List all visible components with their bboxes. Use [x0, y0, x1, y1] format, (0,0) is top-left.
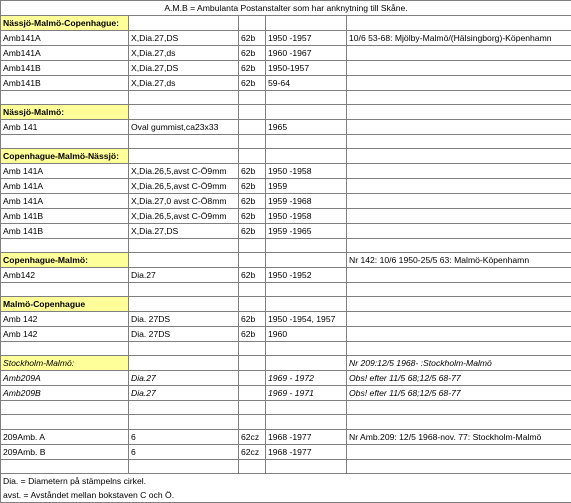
type-cell: 62b — [239, 268, 266, 283]
years-cell: 1959 — [266, 179, 347, 194]
table-row — [1, 445, 571, 460]
years-cell: 1960 -1967 — [266, 46, 347, 61]
section-note — [347, 149, 571, 164]
years-cell: 1968 -1977 — [266, 445, 347, 460]
table-row — [1, 224, 571, 239]
table-row — [1, 371, 571, 386]
empty-cell — [129, 253, 239, 268]
section-note — [347, 105, 571, 120]
stamp-name-cell: Amb209A — [1, 371, 129, 386]
stamp-name-cell: Amb 141B — [1, 209, 129, 224]
footnote: avst. = Avståndet mellan bokstaven C och Ö. — [1, 488, 571, 503]
table-row — [1, 327, 571, 342]
years-cell: 1960 — [266, 327, 347, 342]
empty-cell — [266, 239, 347, 253]
section-header: Stockholm-Malmö: — [1, 356, 129, 371]
section-header-row — [1, 415, 571, 430]
section-header-row — [1, 16, 571, 31]
stamp-name-cell: Amb 141A — [1, 179, 129, 194]
type-cell: 62b — [239, 31, 266, 46]
type-cell: 62b — [239, 312, 266, 327]
empty-cell — [347, 342, 571, 356]
empty-cell — [129, 91, 239, 105]
description-cell: Dia. 27DS — [129, 312, 239, 327]
table-row — [1, 164, 571, 179]
empty-cell — [129, 401, 239, 415]
stamp-name-cell: Amb 142 — [1, 312, 129, 327]
remark-cell: Obs! efter 11/5 68;12/5 68-77 — [347, 386, 571, 401]
table-row — [1, 61, 571, 76]
remark-cell — [347, 179, 571, 194]
section-note: Nr 209:12/5 1968- :Stockholm-Malmö — [347, 356, 571, 371]
empty-cell — [266, 460, 347, 474]
remark-cell — [347, 268, 571, 283]
stamp-name-cell: Amb141B — [1, 61, 129, 76]
remark-cell — [347, 164, 571, 179]
empty-cell — [347, 460, 571, 474]
empty-cell — [1, 135, 129, 149]
section-header: Malmö-Copenhague — [1, 297, 129, 312]
years-cell: 1959 -1968 — [266, 194, 347, 209]
years-cell: 59-64 — [266, 76, 347, 91]
years-cell: 1959 -1965 — [266, 224, 347, 239]
section-header-row — [1, 149, 571, 164]
empty-cell — [239, 342, 266, 356]
empty-cell — [239, 239, 266, 253]
footnote: Dia. = Diametern på stämpelns cirkel. — [1, 474, 571, 489]
spacer-row — [1, 91, 571, 105]
empty-cell — [266, 16, 347, 31]
empty-cell — [129, 342, 239, 356]
remark-cell: Obs! efter 11/5 68;12/5 68-77 — [347, 371, 571, 386]
description-cell: X,Dia.26,5,avst C-Ö9mm — [129, 209, 239, 224]
empty-cell — [347, 135, 571, 149]
empty-cell — [347, 401, 571, 415]
section-header-row — [1, 356, 571, 371]
table-row — [1, 209, 571, 224]
empty-cell — [239, 91, 266, 105]
table-row — [1, 120, 571, 135]
description-cell: X,Dia.27,DS — [129, 224, 239, 239]
empty-cell — [239, 283, 266, 297]
type-cell: 62cz — [239, 430, 266, 445]
empty-cell — [129, 283, 239, 297]
remark-cell — [347, 61, 571, 76]
type-cell: 62b — [239, 327, 266, 342]
type-cell: 62b — [239, 179, 266, 194]
years-cell: 1950 -1958 — [266, 164, 347, 179]
sheet-title: A.M.B = Ambulanta Postanstalter som har anknytning till Skåne. — [1, 1, 571, 16]
section-header: Copenhague-Malmö: — [1, 253, 129, 268]
empty-cell — [239, 297, 266, 312]
years-cell: 1969 - 1971 — [266, 386, 347, 401]
type-cell: 62b — [239, 76, 266, 91]
description-cell: Dia.27 — [129, 268, 239, 283]
remark-cell — [347, 46, 571, 61]
section-header-row — [1, 297, 571, 312]
description-cell: Dia.27 — [129, 371, 239, 386]
stamp-name-cell: Amb 141A — [1, 194, 129, 209]
remark-cell — [347, 327, 571, 342]
description-cell: X,Dia.27,DS — [129, 31, 239, 46]
table-row — [1, 386, 571, 401]
description-cell: X,Dia.27,DS — [129, 61, 239, 76]
empty-cell — [1, 239, 129, 253]
empty-cell — [266, 297, 347, 312]
description-cell: X,Dia.26,5,avst C-Ö9mm — [129, 179, 239, 194]
stamp-name-cell: Amb141A — [1, 46, 129, 61]
type-cell — [239, 120, 266, 135]
empty-cell — [239, 135, 266, 149]
remark-cell — [347, 194, 571, 209]
type-cell — [239, 386, 266, 401]
section-note: Nr 142: 10/6 1950-25/5 63: Malmö-Köpenhamn — [347, 253, 571, 268]
type-cell: 62b — [239, 46, 266, 61]
empty-cell — [239, 356, 266, 371]
remark-cell — [347, 120, 571, 135]
description-cell: 6 — [129, 445, 239, 460]
empty-cell — [266, 356, 347, 371]
table-row — [1, 76, 571, 91]
remark-cell: 10/6 53-68: Mjölby-Malmö/(Hälsingborg)-Köpenhamn — [347, 31, 571, 46]
section-note — [347, 16, 571, 31]
section-header: Copenhague-Malmö-Nässjö: — [1, 149, 129, 164]
type-cell: 62b — [239, 209, 266, 224]
spacer-row — [1, 401, 571, 415]
table-row — [1, 312, 571, 327]
table-row — [1, 179, 571, 194]
description-cell: X,Dia.26,5,avst C-Ö9mm — [129, 164, 239, 179]
spacer-row — [1, 283, 571, 297]
spacer-row — [1, 460, 571, 474]
description-cell: X,Dia.27,0 avst C-Ö8mm — [129, 194, 239, 209]
table-row — [1, 46, 571, 61]
table-row — [1, 194, 571, 209]
years-cell: 1950 -1954, 1957 — [266, 312, 347, 327]
remark-cell — [347, 224, 571, 239]
table-row — [1, 430, 571, 445]
stamp-name-cell: Amb 141 — [1, 120, 129, 135]
years-cell: 1950-1957 — [266, 61, 347, 76]
description-cell: Dia. 27DS — [129, 327, 239, 342]
empty-cell — [266, 342, 347, 356]
empty-cell — [239, 105, 266, 120]
empty-cell — [129, 415, 239, 430]
empty-cell — [266, 105, 347, 120]
empty-cell — [129, 239, 239, 253]
stamp-name-cell: Amb 141B — [1, 224, 129, 239]
description-cell: X,Dia.27,ds — [129, 76, 239, 91]
empty-cell — [266, 253, 347, 268]
empty-cell — [266, 149, 347, 164]
years-cell: 1969 - 1972 — [266, 371, 347, 386]
remark-cell — [347, 76, 571, 91]
remark-cell: Nr Amb.209: 12/5 1968-nov. 77: Stockholm-Malmö — [347, 430, 571, 445]
empty-cell — [266, 91, 347, 105]
title-row — [1, 1, 571, 16]
stamp-name-cell: Amb209B — [1, 386, 129, 401]
empty-cell — [1, 342, 129, 356]
remark-cell — [347, 312, 571, 327]
empty-cell — [129, 460, 239, 474]
years-cell: 1950 -1958 — [266, 209, 347, 224]
section-header — [1, 415, 129, 430]
type-cell: 62b — [239, 61, 266, 76]
empty-cell — [239, 149, 266, 164]
empty-cell — [347, 283, 571, 297]
footnote-row — [1, 488, 571, 503]
description-cell: Oval gummist,ca23x33 — [129, 120, 239, 135]
type-cell: 62b — [239, 224, 266, 239]
description-cell: X,Dia.27,ds — [129, 46, 239, 61]
empty-cell — [239, 460, 266, 474]
years-cell: 1965 — [266, 120, 347, 135]
years-cell: 1968 -1977 — [266, 430, 347, 445]
section-header-row — [1, 105, 571, 120]
empty-cell — [347, 239, 571, 253]
empty-cell — [1, 460, 129, 474]
spacer-row — [1, 135, 571, 149]
section-note — [347, 297, 571, 312]
stamp-name-cell: Amb141A — [1, 31, 129, 46]
empty-cell — [347, 91, 571, 105]
empty-cell — [129, 135, 239, 149]
empty-cell — [129, 356, 239, 371]
stamp-name-cell: Amb142 — [1, 268, 129, 283]
type-cell: 62b — [239, 194, 266, 209]
type-cell: 62b — [239, 164, 266, 179]
empty-cell — [1, 283, 129, 297]
stamp-name-cell: Amb 141A — [1, 164, 129, 179]
remark-cell — [347, 445, 571, 460]
empty-cell — [266, 415, 347, 430]
stamp-name-cell: 209Amb. B — [1, 445, 129, 460]
empty-cell — [129, 297, 239, 312]
empty-cell — [129, 16, 239, 31]
section-note — [347, 415, 571, 430]
stamp-name-cell: Amb141B — [1, 76, 129, 91]
empty-cell — [129, 105, 239, 120]
table-row — [1, 268, 571, 283]
years-cell: 1950 -1952 — [266, 268, 347, 283]
spacer-row — [1, 239, 571, 253]
remark-cell — [347, 209, 571, 224]
type-cell — [239, 371, 266, 386]
empty-cell — [266, 135, 347, 149]
section-header: Nässjö-Malmö-Copenhague: — [1, 16, 129, 31]
years-cell: 1950 -1957 — [266, 31, 347, 46]
description-cell: Dia.27 — [129, 386, 239, 401]
empty-cell — [1, 91, 129, 105]
empty-cell — [1, 401, 129, 415]
section-header: Nässjö-Malmö: — [1, 105, 129, 120]
stamp-name-cell: 209Amb. A — [1, 430, 129, 445]
empty-cell — [129, 149, 239, 164]
section-header-row — [1, 253, 571, 268]
empty-cell — [239, 401, 266, 415]
empty-cell — [239, 253, 266, 268]
type-cell: 62cz — [239, 445, 266, 460]
stamp-name-cell: Amb 142 — [1, 327, 129, 342]
spacer-row — [1, 342, 571, 356]
empty-cell — [266, 401, 347, 415]
footnote-row — [1, 474, 571, 489]
empty-cell — [266, 283, 347, 297]
description-cell: 6 — [129, 430, 239, 445]
empty-cell — [239, 16, 266, 31]
empty-cell — [239, 415, 266, 430]
table-row — [1, 31, 571, 46]
